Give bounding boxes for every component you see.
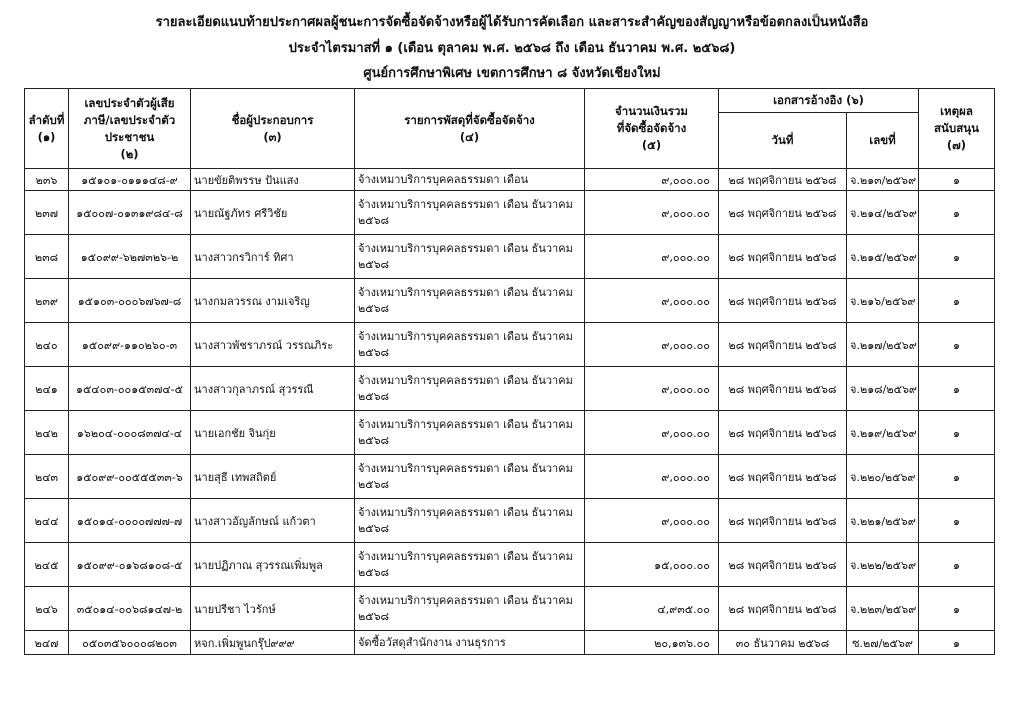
row-amount: ๒๐,๑๓๖.๐๐ [585,631,719,655]
row-seq: ๒๔๒ [25,411,69,455]
row-taxid: ๑๖๒๐๔-๐๐๐๘๓๗๔-๔ [69,411,191,455]
row-taxid: ๑๕๐๑๔-๐๐๐๐๗๗๗-๗ [69,499,191,543]
table-row [25,499,995,543]
row-seq: ๒๔๗ [25,631,69,655]
row-item: จ้างเหมาบริการบุคคลธรรมดา เดือน ธันวาคม ๒๕๖๘ [355,235,585,279]
row-item: จ้างเหมาบริการบุคคลธรรมดา เดือน ธันวาคม ๒๕๖๘ [355,455,585,499]
row-docno: จ.๒๑๙/๒๕๖๙ [847,411,919,455]
header-item: รายการพัสดุที่จัดซื้อจัดจ้าง (๔) [355,89,585,169]
row-seq: ๒๔๔ [25,499,69,543]
row-amount: ๙,๐๐๐.๐๐ [585,323,719,367]
row-item: จ้างเหมาบริการบุคคลธรรมดา เดือน ธันวาคม ๒๕๖๘ [355,587,585,631]
row-item: จ้างเหมาบริการบุคคลธรรมดา เดือน ธันวาคม ๒๕๖๘ [355,279,585,323]
row-amount: ๙,๐๐๐.๐๐ [585,367,719,411]
table-row [25,235,995,279]
row-taxid: ๑๕๐๙๙-๐๐๕๕๕๓๓-๖ [69,455,191,499]
table-row [25,587,995,631]
row-seq: ๒๔๖ [25,587,69,631]
row-docno: จ.๒๑๗/๒๕๖๙ [847,323,919,367]
row-vendor: นายขัยติพรรษ ปันแสง [191,169,355,191]
table-row [25,411,995,455]
table-row [25,191,995,235]
row-seq: ๒๔๕ [25,543,69,587]
row-date: ๓๐ ธันวาคม ๒๕๖๘ [719,631,847,655]
row-reason: ๑ [919,455,995,499]
row-docno: จ.๒๑๖/๒๕๖๙ [847,279,919,323]
row-seq: ๒๓๘ [25,235,69,279]
row-amount: ๙,๐๐๐.๐๐ [585,191,719,235]
row-taxid: ๑๕๐๙๙-๐๑๖๘๑๐๘-๕ [69,543,191,587]
row-date: ๒๘ พฤศจิกายน ๒๕๖๘ [719,543,847,587]
row-taxid: ๑๕๑๐๑-๐๑๑๑๔๘-๙ [69,169,191,191]
header-seq: ลำดับที่ (๑) [25,89,69,169]
row-docno: จ.๒๑๕/๒๕๖๙ [847,235,919,279]
row-taxid: ๑๕๐๙๙-๑๑๐๒๖๐-๓ [69,323,191,367]
row-reason: ๑ [919,411,995,455]
row-docno: จ.๒๒๒/๒๕๖๙ [847,543,919,587]
row-date: ๒๘ พฤศจิกายน ๒๕๖๘ [719,587,847,631]
header-docno: เลขที่ [847,113,919,169]
header-refdoc: เอกสารอ้างอิง (๖) [719,89,919,113]
row-amount: ๑๕,๐๐๐.๐๐ [585,543,719,587]
row-vendor: นางสาวกรวิการ์ ทิศา [191,235,355,279]
row-docno: จ.๒๒๐/๒๕๖๙ [847,455,919,499]
row-amount: ๙,๐๐๐.๐๐ [585,411,719,455]
row-date: ๒๘ พฤศจิกายน ๒๕๖๘ [719,499,847,543]
row-vendor: นางสาวกุลาภรณ์ สุวรรณี [191,367,355,411]
row-seq: ๒๔๐ [25,323,69,367]
row-reason: ๑ [919,499,995,543]
row-amount: ๙,๐๐๐.๐๐ [585,499,719,543]
row-seq: ๒๓๗ [25,191,69,235]
table-row [25,169,995,191]
row-vendor: นางกมลวรรณ งามเจริญ [191,279,355,323]
row-date: ๒๘ พฤศจิกายน ๒๕๖๘ [719,411,847,455]
row-amount: ๙,๐๐๐.๐๐ [585,279,719,323]
row-amount: ๙,๐๐๐.๐๐ [585,455,719,499]
row-vendor: หจก.เพิ่มพูนกรุ๊ป๙๙๙ [191,631,355,655]
document-organization: ศูนย์การศึกษาพิเศษ เขตการศึกษา ๘ จังหวัดเชียงใหม่ [363,66,661,81]
row-reason: ๑ [919,169,995,191]
header-reason: เหตุผล สนับสนุน (๗) [919,89,995,169]
row-docno: จ.๒๑๘/๒๕๖๙ [847,367,919,411]
row-item: จ้างเหมาบริการบุคคลธรรมดา เดือน ธันวาคม ๒๕๖๘ [355,191,585,235]
row-reason: ๑ [919,587,995,631]
row-seq: ๒๓๙ [25,279,69,323]
procurement-table [24,88,995,655]
row-item: จัดซื้อวัสดุสำนักงาน งานธุรการ [355,631,585,655]
row-item: จ้างเหมาบริการบุคคลธรรมดา เดือน ธันวาคม ๒๕๖๘ [355,411,585,455]
row-date: ๒๘ พฤศจิกายน ๒๕๖๘ [719,169,847,191]
row-reason: ๑ [919,279,995,323]
header-vendor: ชื่อผู้ประกอบการ (๓) [191,89,355,169]
table-row [25,323,995,367]
row-docno: จ.๒๑๔/๒๕๖๙ [847,191,919,235]
row-reason: ๑ [919,235,995,279]
row-amount: ๙,๐๐๐.๐๐ [585,169,719,191]
row-vendor: นางสาวอัญลักษณ์ แก้วตา [191,499,355,543]
row-seq: ๒๔๓ [25,455,69,499]
row-taxid: ๑๕๐๙๙-๖๒๗๓๒๖-๒ [69,235,191,279]
table-row [25,631,995,655]
row-taxid: ๓๕๐๑๔-๐๐๖๘๑๔๗-๒ [69,587,191,631]
row-date: ๒๘ พฤศจิกายน ๒๕๖๘ [719,235,847,279]
row-item: จ้างเหมาบริการบุคคลธรรมดา เดือน ธันวาคม ๒๕๖๘ [355,323,585,367]
row-taxid: ๑๕๔๐๓-๐๐๑๕๓๗๔-๕ [69,367,191,411]
row-reason: ๑ [919,367,995,411]
row-date: ๒๘ พฤศจิกายน ๒๕๖๘ [719,279,847,323]
row-item: จ้างเหมาบริการบุคคลธรรมดา เดือน ธันวาคม ๒๕๖๘ [355,499,585,543]
row-taxid: ๑๕๑๐๓-๐๐๐๖๗๖๗-๘ [69,279,191,323]
row-taxid: ๐๕๐๓๕๖๐๐๐๘๒๐๓ [69,631,191,655]
row-date: ๒๘ พฤศจิกายน ๒๕๖๘ [719,323,847,367]
table-row [25,279,995,323]
row-date: ๒๘ พฤศจิกายน ๒๕๖๘ [719,455,847,499]
row-date: ๒๘ พฤศจิกายน ๒๕๖๘ [719,367,847,411]
row-item: จ้างเหมาบริการบุคคลธรรมดา เดือน ธันวาคม ๒๕๖๘ [355,543,585,587]
row-vendor: นางสาวพัชราภรณ์ วรรณภิระ [191,323,355,367]
row-reason: ๑ [919,323,995,367]
row-amount: ๙,๐๐๐.๐๐ [585,235,719,279]
header-taxid: เลขประจำตัวผู้เสีย ภาษี/เลขประจำตัว ประชาชน (๒) [69,89,191,169]
table-row [25,367,995,411]
row-seq: ๒๓๖ [25,169,69,191]
row-taxid: ๑๕๐๐๗-๐๑๓๑๙๘๔-๘ [69,191,191,235]
row-vendor: นายปรีชา ไวรักษ์ [191,587,355,631]
row-vendor: นายสุธี เทพสถิตย์ [191,455,355,499]
row-docno: ซ.๒๗/๒๕๖๙ [847,631,919,655]
row-reason: ๑ [919,191,995,235]
row-date: ๒๘ พฤศจิกายน ๒๕๖๘ [719,191,847,235]
row-docno: จ.๒๒๑/๒๕๖๙ [847,499,919,543]
row-item: จ้างเหมาบริการบุคคลธรรมดา เดือน [355,169,585,191]
header-date: วันที่ [719,113,847,169]
row-docno: จ.๒๑๓/๒๕๖๙ [847,169,919,191]
header-amount: จำนวนเงินรวม ที่จัดซื้อจัดจ้าง (๕) [585,89,719,169]
document-period: ประจำไตรมาสที่ ๑ (เดือน ตุลาคม พ.ศ. ๒๕๖๘ ถึง เดือน ธันวาคม พ.ศ. ๒๕๖๘) [288,41,736,56]
row-docno: จ.๒๒๓/๒๕๖๙ [847,587,919,631]
row-seq: ๒๔๑ [25,367,69,411]
row-item: จ้างเหมาบริการบุคคลธรรมดา เดือน ธันวาคม ๒๕๖๘ [355,367,585,411]
row-vendor: นายปฏิภาณ สุวรรณเพิ่มพูล [191,543,355,587]
row-vendor: นายณัฐภัทร ศรีวิชัย [191,191,355,235]
table-row [25,543,995,587]
row-amount: ๔,๙๓๕.๐๐ [585,587,719,631]
row-reason: ๑ [919,631,995,655]
table-row [25,455,995,499]
row-reason: ๑ [919,543,995,587]
row-vendor: นายเอกชัย จินกุ่ย [191,411,355,455]
document-title: รายละเอียดแนบท้ายประกาศผลผู้ชนะการจัดซื้อจัดจ้างหรือผู้ได้รับการคัดเลือก และสาระสำคัญของสัญญาหรือข้อตกลงเป็นหนังสือ [155,15,869,30]
